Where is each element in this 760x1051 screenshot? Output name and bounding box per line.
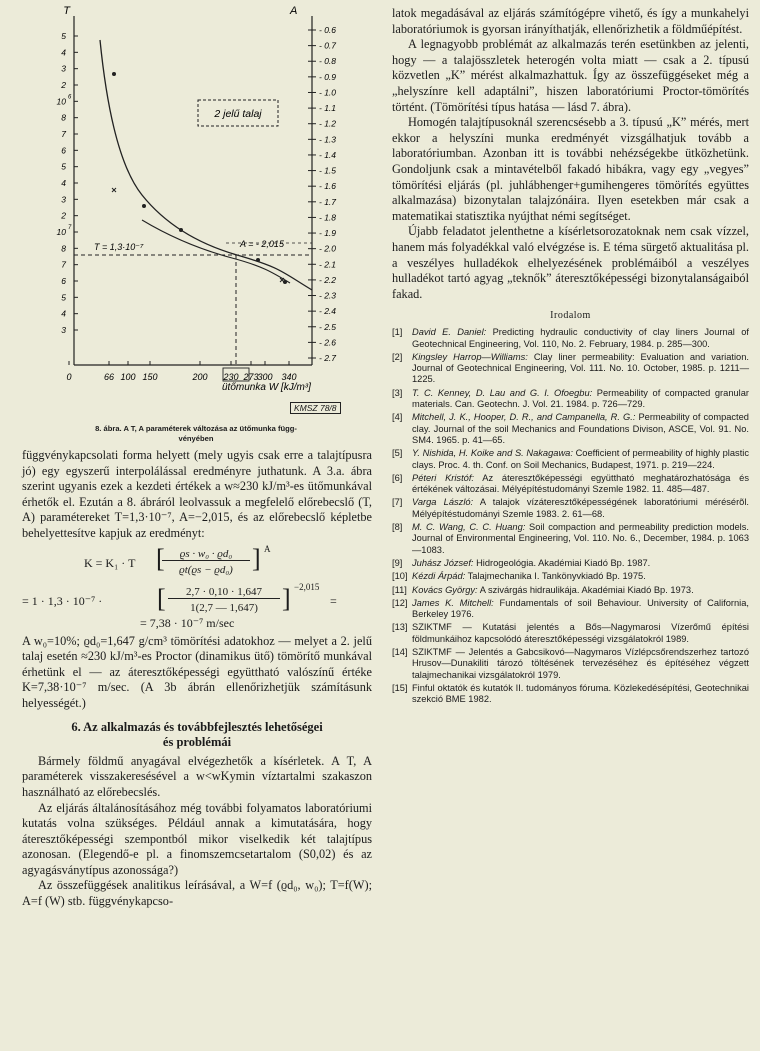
equation-2-bracket-close: ] bbox=[282, 583, 291, 613]
left-tick-label: 3 bbox=[61, 194, 66, 205]
reference-author: Varga László: bbox=[412, 497, 474, 508]
right-tick-label: - 1.4 bbox=[319, 149, 337, 160]
left-axis-label: T bbox=[63, 5, 70, 17]
reference-item bbox=[392, 622, 749, 645]
left-tick-label: 3 bbox=[61, 63, 66, 74]
left-tick-label: 10 bbox=[56, 227, 66, 237]
figure-caption bbox=[22, 424, 370, 444]
data-point bbox=[142, 204, 146, 208]
right-paragraph-1: latok megadásával az eljárás számítógépre vihető, és így a munkahelyi laboratóriumok is gyorsan irányíthatják, ellenőrizhetik a földműépítést. bbox=[392, 6, 749, 36]
t-annotation: T = 1,3·10⁻⁷ bbox=[94, 242, 144, 252]
x-tick-label: 200 bbox=[192, 372, 208, 382]
left-text-block bbox=[22, 448, 372, 910]
equation-2-numerator: 2,7 · 0,10 · 1,647 bbox=[168, 586, 280, 599]
reference-text: M. C. Wang, C. C. Huang: Soil compaction and permeability prediction models. Journal of Environmental Engineering, Vol. 110. No. 6., December, 1984. p. 1063—1083. bbox=[412, 522, 749, 555]
left-tick-label: 7 bbox=[61, 259, 66, 270]
reference-author: T. C. Kenney, D. Lau and G. I. Ofoegbu: bbox=[412, 387, 593, 398]
reference-text: Mitchell, J. K., Hooper, D. R., and Campanella, R. G.: Permeability of compacted clay. Journal of the soil Mechanics and Foundations Divison, ASCE, Vol. 91. No. SM4. 1965. p. 41—65. bbox=[412, 412, 749, 445]
data-point-cross bbox=[112, 188, 116, 192]
reference-text: SZIKTMF — Kutatási jelentés a Bős—Nagymarosi Vízerőmű építési földmunkáihoz kapcsolódó áteresztőképességi vizsgálatokról 1989. bbox=[412, 622, 749, 644]
x-tick-label: 273 bbox=[243, 372, 259, 382]
reference-item bbox=[392, 327, 749, 350]
left-paragraph-3: Bármely földmű anyagával elvégezhetők a kísérletek. A T, A paraméterek visszakeresésével a w<wKymin víztartalmi szakaszon használható az előrebecslés. bbox=[22, 753, 372, 799]
reference-number: [3] bbox=[392, 387, 403, 398]
references-title: Irodalom bbox=[550, 310, 591, 322]
right-paragraph-2: A legnagyobb problémát az alkalmazás terén esetünkben az jelenti, hogy — a talajösszletek heterogén volta miatt — csak a 2. típusú közvetlen „K” mérést alkalmazhattuk. Így az összefüggéseket még a „helyszínre kell adaptálni”, hiszen laboratóriumi Proctor-tömörítés történt. (Tömörítési típus hatása — lásd 7. ábra). bbox=[392, 37, 749, 114]
reference-author: M. C. Wang, C. C. Huang: bbox=[412, 522, 526, 533]
equation-bracket-open: [ bbox=[156, 543, 165, 573]
x-tick-label: 300 bbox=[257, 372, 273, 382]
reference-text: Kézdi Árpád: Talajmechanika I. Tankönyvkiadó Bp. 1975. bbox=[412, 571, 646, 582]
right-tick-label: - 2.4 bbox=[319, 306, 337, 317]
reference-text: Kingsley Harrop—Williams: Clay liner permeability: Evaluation and variation. Journal of Geotechnical Engineering, Vol. 111. No. 10. October, 1985. p. 1211—1225. bbox=[412, 351, 749, 385]
right-tick-label: - 1.3 bbox=[319, 134, 337, 145]
data-point bbox=[179, 228, 183, 232]
reference-author: Kovács György: bbox=[412, 584, 478, 595]
right-tick-label: - 1.1 bbox=[319, 103, 337, 114]
left-tick-label: 6 bbox=[61, 276, 66, 286]
reference-number: [8] bbox=[392, 522, 403, 533]
equation-2-denominator: 1(2,7 — 1,647) bbox=[190, 601, 258, 614]
x-tick-label: 340 bbox=[281, 372, 297, 382]
reference-text: Kovács György: A szivárgás hidraulikája. Akadémiai Kiadó Bp. 1973. bbox=[412, 584, 694, 595]
left-tick-label: 4 bbox=[61, 178, 66, 188]
reference-author: Juhász József: bbox=[412, 557, 474, 568]
right-tick-label: - 1.7 bbox=[319, 196, 337, 207]
reference-number: [1] bbox=[392, 327, 403, 338]
reference-text: David E. Daniel: Predicting hydraulic conductivity of clay liners Journal of Geotechnical Engineering, Vol. 110, No. 2. February, 1984. p. 285—300. bbox=[412, 327, 749, 349]
reference-text: Péteri Kristóf: Az áteresztőképességi együttható meghatározhatósága és értékének változásai. Mélyépítéstudományi Szemle 1982. 11. 485—487. bbox=[412, 472, 749, 495]
right-axis-label: A bbox=[290, 5, 298, 17]
left-paragraph-1: függvénykapcsolati forma helyett (mely ugyis csak erre a talajtípusra jó) egy egyszerű interpolálással eredményre juthatunk. A 3.a. ábra szerint ugyanis ezek a kezdeti értékek a w≈230 kJ/m³-es ütőmunkával érhetők el. Ezután a 8. ábráról leolvassuk a megfelelő előrebecslő (T, A) paramétereket T=1,3·10⁻⁷, A=−2,015, és az előrebecslő képletbe behelyettesítve kapjuk az eredményt: bbox=[22, 448, 372, 540]
right-tick-label: - 0.7 bbox=[319, 40, 337, 51]
left-tick-label: 5 bbox=[61, 292, 66, 303]
reference-text: T. C. Kenney, D. Lau and G. I. Ofoegbu: Permeability of compacted granular materials. Can. Geotechn. J. Vol. 21. 1984. p. 726—729. bbox=[412, 387, 749, 410]
reference-item bbox=[392, 388, 749, 411]
equation-2-bracket-open: [ bbox=[157, 583, 166, 613]
right-tick-label: - 1.5 bbox=[319, 165, 337, 176]
data-point bbox=[112, 72, 116, 76]
right-tick-label: - 1.6 bbox=[319, 181, 337, 192]
data-point bbox=[256, 258, 260, 262]
left-tick-label: 8 bbox=[61, 112, 66, 123]
a-annotation: A = - 2,015 bbox=[240, 239, 284, 249]
reference-text: Y. Nishida, H. Koike and S. Nakagawa: Coefficient of permeability of highly plastic clays. Proc. 4. th. Conf. on Soil Mechanics, Budapest, 1971. p. 219—224. bbox=[412, 448, 749, 470]
equation-lhs: K = K₁ · T bbox=[84, 555, 136, 570]
caption-line-1: 8. ábra. A T, A paraméterek változása az ütőmunka függ- bbox=[95, 424, 297, 433]
reference-author: Kézdi Árpád: bbox=[412, 571, 466, 582]
reference-item bbox=[392, 598, 749, 621]
reference-author: James K. Mitchell: bbox=[412, 597, 494, 608]
soil-type-label: 2 jelű talaj bbox=[214, 108, 262, 120]
reference-item bbox=[392, 448, 749, 471]
right-tick-label: - 1.0 bbox=[319, 87, 337, 98]
right-column bbox=[392, 6, 749, 707]
x-tick-label: 230 bbox=[223, 372, 239, 382]
right-tick-label: - 2.2 bbox=[319, 274, 337, 285]
reference-number: [7] bbox=[392, 497, 403, 508]
reference-number: [13] bbox=[392, 622, 408, 633]
left-tick-label: 6 bbox=[61, 145, 66, 156]
left-tick-label: 8 bbox=[61, 243, 66, 254]
equation-block bbox=[22, 542, 372, 634]
left-tick-label: 5 bbox=[61, 161, 66, 172]
left-ticks bbox=[57, 31, 78, 335]
reference-item bbox=[392, 412, 749, 446]
x-ticks bbox=[66, 361, 296, 382]
left-tick-label: 5 bbox=[61, 31, 66, 41]
left-tick-label: 3 bbox=[61, 325, 66, 335]
a-curve bbox=[142, 220, 290, 283]
reference-number: [4] bbox=[392, 412, 403, 423]
section-title-line-2: és problémái bbox=[162, 735, 232, 750]
x-tick-label: 66 bbox=[103, 372, 115, 382]
reference-text: James K. Mitchell: Fundamentals of soil Behaviour. University of California, Berkeley 1976. bbox=[412, 597, 749, 620]
reference-item bbox=[392, 522, 749, 556]
right-tick-label: - 1.8 bbox=[319, 212, 337, 223]
reference-number: [14] bbox=[392, 647, 408, 657]
right-tick-label: - 0.6 bbox=[319, 25, 337, 35]
reference-number: [2] bbox=[392, 351, 403, 362]
left-tick-label: 2 bbox=[61, 210, 66, 221]
right-tick-label: - 2.0 bbox=[319, 243, 337, 254]
section-title-line-1: 6. Az alkalmazás és továbbfejlesztés lehetőségei bbox=[71, 719, 323, 734]
figure-8-chart bbox=[22, 0, 372, 420]
right-tick-label: - 2.7 bbox=[319, 353, 337, 363]
left-paragraph-5: Az összefüggések analitikus leírásával, a W=f (ϱd₀, w₀); T=f(W); A=f (W) stb. függvénykapcso- bbox=[22, 878, 372, 909]
reference-item bbox=[392, 585, 749, 596]
reference-author: Péteri Kristóf: bbox=[412, 472, 475, 483]
reference-text: Varga László: A talajok vízáteresztőképességének laboratóriumi mérésérõl. Mélyépítéstudományi Szemle 1983. 2. 61—68. bbox=[412, 497, 749, 519]
equation-numerator: ϱs · w₀ · ϱd₀ bbox=[162, 548, 250, 561]
reference-author: Y. Nishida, H. Koike and S. Nakagawa: bbox=[412, 448, 573, 459]
right-paragraph-4: Újabb feladatot jelenthetne a kísérletsorozatoknak nem csak vízzel, hanem más folyadékkal való elvégzése is. E téma sürgető aktualitása pl. a veszélyes hulladékok elhelyezésének problémáiból a veszélyes hulladékot tartó agyag „teknők” áteresztőképességi bizonytalanságaiból fakad. bbox=[392, 224, 749, 301]
right-tick-label: - 0.8 bbox=[319, 56, 337, 67]
equation-denominator: ϱt(ϱs − ϱd₀) bbox=[179, 563, 233, 576]
left-tick-label: 4 bbox=[61, 47, 66, 58]
reference-number: [9] bbox=[392, 557, 403, 568]
caption-line-2: vényében bbox=[178, 434, 214, 443]
right-tick-label: - 2.3 bbox=[319, 290, 337, 301]
equation-bracket-close: ] bbox=[252, 543, 261, 573]
left-paragraph-2: A w₀=10%; ϱd₀=1,647 g/cm³ tömörítési adatokhoz — melyet a 2. jelű talaj esetén ≈230 kJ/m³-es Proctor (dinamikus ütő) tömörítő munkával érhetünk el — az áteresztőképességi együttható valószínű értéke K=7,38·10⁻⁷ m/sec. (A 3b ábrán ellenőrizhetjük számításunk helyességét.) bbox=[22, 633, 372, 710]
left-tick-label: 2 bbox=[61, 80, 66, 90]
reference-author: David E. Daniel: bbox=[412, 327, 487, 338]
x-tick-label: 100 bbox=[120, 372, 136, 382]
reference-item bbox=[392, 558, 749, 569]
reference-author: Kingsley Harrop—Williams: bbox=[412, 351, 528, 362]
reference-number: [15] bbox=[392, 682, 408, 693]
left-tick-label: 7 bbox=[61, 129, 66, 139]
reference-item bbox=[392, 352, 749, 386]
x-tick-label: 150 bbox=[142, 372, 158, 382]
reference-text: Juhász József: Hidrogeológia. Akadémiai Kiadó Bp. 1987. bbox=[412, 557, 651, 568]
left-tick-exponent: 6 bbox=[68, 94, 72, 101]
reference-text: Finful oktatók és kutatók II. tudományos fóruma. Közlekedésépítési, Geotechnikai szekció BME 1982. bbox=[412, 682, 749, 705]
reference-item bbox=[392, 571, 749, 582]
reference-number: [6] bbox=[392, 472, 403, 483]
right-tick-label: - 2.1 bbox=[319, 259, 337, 270]
right-tick-label: - 2.6 bbox=[319, 337, 337, 348]
right-paragraph-3: Homogén talajtípusoknál szerencsésebb a 3. típusú „K” mérés, mert ekkor a helyszíni munka eredményét vizsgálhatjuk tovább a laboratóriumban. Azonban itt is további nehézségekbe ütközhetünk. Gondoljunk csak a mintavételből fakadó hibákra, vagy egy „vegyes” tömörítési eljárás (pl. juhlábhenger+gumihengeres tömörítés együttes alkalmazása) bizonytalan talajzónáira. Ilyen esetekben már csak a matematikai statisztika nyújthat némi segítséget. bbox=[392, 115, 749, 223]
reference-item bbox=[392, 647, 749, 681]
equation-2-equals: = bbox=[330, 593, 337, 608]
x-axis-label: ütőmunka W [kJ/m³] bbox=[222, 382, 311, 393]
right-tick-label: - 2.5 bbox=[319, 321, 337, 332]
left-tick-label: 4 bbox=[61, 308, 66, 319]
reference-number: [10] bbox=[392, 571, 408, 582]
right-tick-label: - 1.9 bbox=[319, 228, 337, 239]
figure-stamp: KMSZ 78/8 bbox=[290, 402, 341, 414]
left-paragraph-4: Az eljárás általánosításához még további folyamatos laboratóriumi kutatás volna szükséges. Például annak a kimutatására, hogy áteresztőképességi szempontból mikor viselkedik két talajtípus azonosan. (Elegendő-e pl. a finomszemcsetartalom (S0,02) és az agyagásványtípus azonossága?) bbox=[22, 800, 372, 877]
reference-number: [11] bbox=[392, 584, 407, 595]
reference-item bbox=[392, 497, 749, 520]
equation-2-prefix: = 1 · 1,3 · 10⁻⁷ · bbox=[22, 593, 103, 608]
data-points bbox=[112, 72, 287, 284]
reference-text: SZIKTMF — Jelentés a Gabcsikovó—Nagymaros Vízlépcsőrendszerhez tartozó Hrusov—Dunakiliti tározó töltésének tervezéséhez és építéséhez végzett talajmechanikai vizsgálatokról 1979. bbox=[412, 647, 749, 680]
references-list bbox=[392, 327, 749, 705]
reference-item bbox=[392, 473, 749, 496]
equation-2-power: −2,015 bbox=[294, 581, 320, 592]
left-tick-exponent: 7 bbox=[68, 225, 72, 231]
reference-number: [5] bbox=[392, 448, 403, 459]
right-tick-label: - 1.2 bbox=[319, 118, 337, 129]
reference-number: [12] bbox=[392, 597, 408, 608]
equation-power-1: A bbox=[264, 543, 271, 554]
equation-3: = 7,38 · 10⁻⁷ m/sec bbox=[140, 615, 235, 630]
t-curve bbox=[100, 40, 312, 290]
x-tick-label: 0 bbox=[66, 372, 72, 382]
right-tick-label: - 0.9 bbox=[319, 71, 337, 82]
reference-item bbox=[392, 683, 749, 706]
left-tick-label: 10 bbox=[56, 96, 66, 107]
reference-author: Mitchell, J. K., Hooper, D. R., and Campanella, R. G.: bbox=[412, 412, 636, 423]
